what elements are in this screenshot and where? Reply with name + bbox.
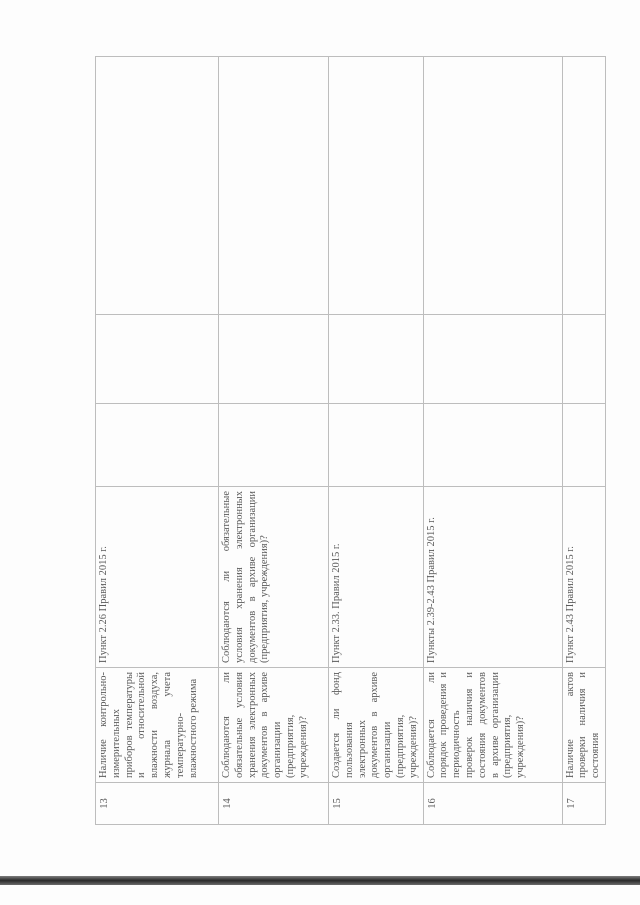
reference-cell: Соблюдаются ли обязательные условия хранения электронных документов в архиве организации (предприятия, учреждения)? [219,487,329,668]
row-number: 16 [423,783,562,825]
empty-cell [423,404,562,487]
row-number: 17 [562,783,605,825]
row-number: 15 [329,783,424,825]
table-row [423,57,562,825]
table-row [562,57,605,825]
table-row [96,57,219,825]
requirement-cell: Соблюдаются ли обязательные условия хранения электронных документов в архиве организации (предприятия, учреждения)? [219,668,329,783]
empty-cell [562,315,605,404]
reference-cell: Пункт 2.26 Правил 2015 г. [96,487,219,668]
reference-cell: Пункты 2.39-2.43 Правил 2015 г. [423,487,562,668]
empty-cell [219,57,329,315]
requirement-cell: Создается ли фонд пользования электронных документов в архиве организации (предприятия, учреждения)? [329,668,424,783]
empty-cell [96,404,219,487]
requirement-cell: Наличие актов проверки наличия и состояния [562,668,605,783]
empty-cell [219,315,329,404]
empty-cell [329,315,424,404]
empty-cell [96,315,219,404]
table-row [329,57,424,825]
requirement-cell: Наличие контрольно-измерительных приборов температуры и относительной влажности воздуха, журнала учета температурно-влажностного режима [96,668,219,783]
rotated-table-region [95,57,602,825]
reference-cell: Пункт 2.43 Правил 2015 г. [562,487,605,668]
row-number: 13 [96,783,219,825]
empty-cell [329,404,424,487]
requirement-cell: Соблюдается ли порядок проведения и периодичность проверок наличия и состояния документов в архиве организации (предприятия, учреждения)? [423,668,562,783]
rotated-table-container [95,57,602,825]
row-number: 14 [219,783,329,825]
empty-cell [562,404,605,487]
empty-cell [219,404,329,487]
scanner-edge-bar [0,876,640,885]
empty-cell [329,57,424,315]
empty-cell [562,57,605,315]
table-row [219,57,329,825]
empty-cell [423,315,562,404]
checklist-table [95,56,606,825]
empty-cell [96,57,219,315]
reference-cell: Пункт 2.33. Правил 2015 г. [329,487,424,668]
empty-cell [423,57,562,315]
